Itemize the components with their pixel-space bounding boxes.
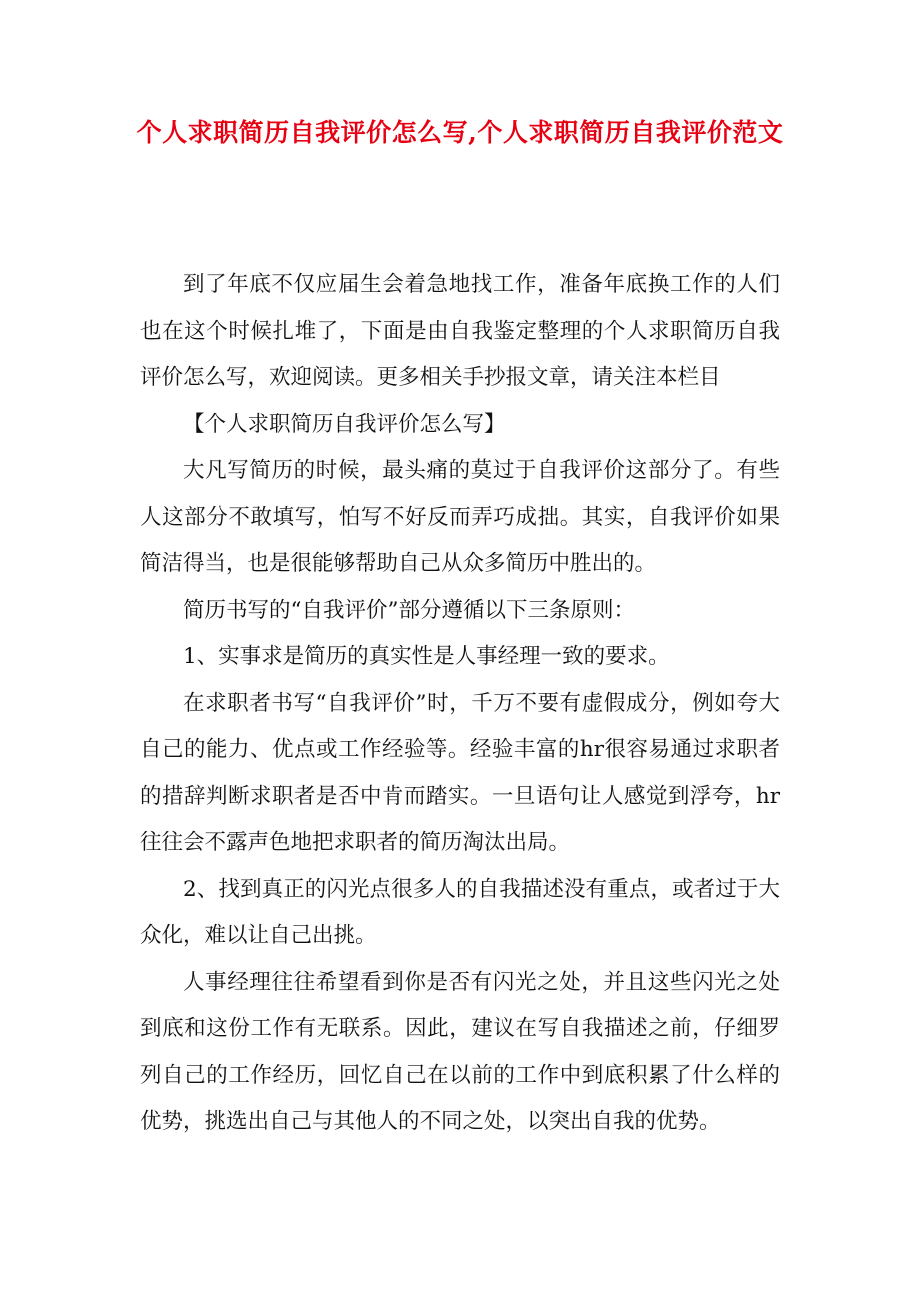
paragraph-principle-1-detail: 在求职者书写“自我评价”时，千万不要有虚假成分，例如夸大自己的能力、优点或工作经验等。经验丰富的hr很容易通过求职者的措辞判断求职者是否中肯而踏实。一旦语句让人感觉到浮夸，hr往往会不露声色地把求职者的简历淘汰出局。 [140,690,780,855]
document-title: 个人求职简历自我评价怎么写,个人求职简历自我评价范文 [136,118,784,147]
paragraph-principle-2: 2、找到真正的闪光点很多人的自我描述没有重点，或者过于大众化，难以让自己出挑。 [140,876,780,948]
document-body [140,262,780,1146]
paragraph-principles-intro: 简历书写的“自我评价”部分遵循以下三条原则： [183,597,635,623]
paragraph-section-heading: 【个人求职简历自我评价怎么写】 [183,411,506,437]
paragraph-principle-1: 1、实事求是简历的真实性是人事经理一致的要求。 [183,644,670,669]
paragraph-intro: 到了年底不仅应届生会着急地找工作，准备年底换工作的人们也在这个时候扎堆了，下面是由自我鉴定整理的个人求职简历自我评价怎么写，欢迎阅读。更多相关手抄报文章，请关注本栏目 [140,272,780,390]
paragraph-principle-2-detail: 人事经理往往希望看到你是否有闪光之处，并且这些闪光之处到底和这份工作有无联系。因此，建议在写自我描述之前，仔细罗列自己的工作经历，回忆自己在以前的工作中到底积累了什么样的优势，挑选出自己与其他人的不同之处，以突出自我的优势。 [140,969,780,1134]
paragraph-difficulty: 大凡写简历的时候，最头痛的莫过于自我评价这部分了。有些人这部分不敢填写，怕写不好反而弄巧成拙。其实，自我评价如果简洁得当，也是很能够帮助自己从众多简历中胜出的。 [140,458,780,576]
